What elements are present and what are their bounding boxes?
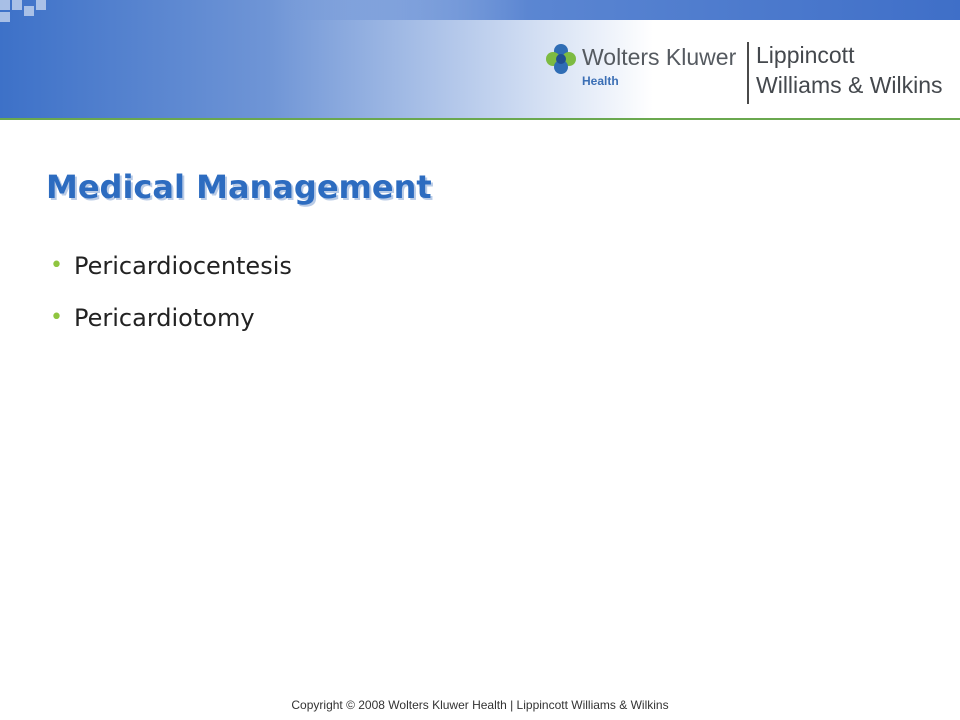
slide-title: Medical Management — [46, 168, 432, 206]
copyright-footer: Copyright © 2008 Wolters Kluwer Health | Lippincott Williams & Wilkins — [291, 698, 669, 712]
logo-divider — [747, 42, 749, 104]
header-top-band — [0, 0, 960, 20]
bullet-list — [50, 248, 292, 352]
brand-primary: Wolters Kluwer — [582, 44, 737, 70]
brand-secondary-line1: Lippincott — [756, 42, 855, 68]
bullet-item — [50, 248, 292, 300]
header-rule — [0, 118, 960, 120]
brand-sub: Health — [582, 74, 619, 88]
bullet-text: Pericardiotomy — [74, 304, 255, 332]
brand-secondary-line2: Williams & Wilkins — [756, 72, 943, 98]
bullet-dot-icon: • — [50, 305, 63, 330]
bullet-text: Pericardiocentesis — [74, 252, 292, 280]
wolters-kluwer-globe-icon — [544, 42, 578, 76]
bullet-item — [50, 300, 292, 352]
bullet-dot-icon: • — [50, 253, 63, 278]
publisher-logo — [540, 38, 960, 108]
decorative-squares — [0, 0, 60, 30]
slide-header-banner — [0, 0, 960, 118]
